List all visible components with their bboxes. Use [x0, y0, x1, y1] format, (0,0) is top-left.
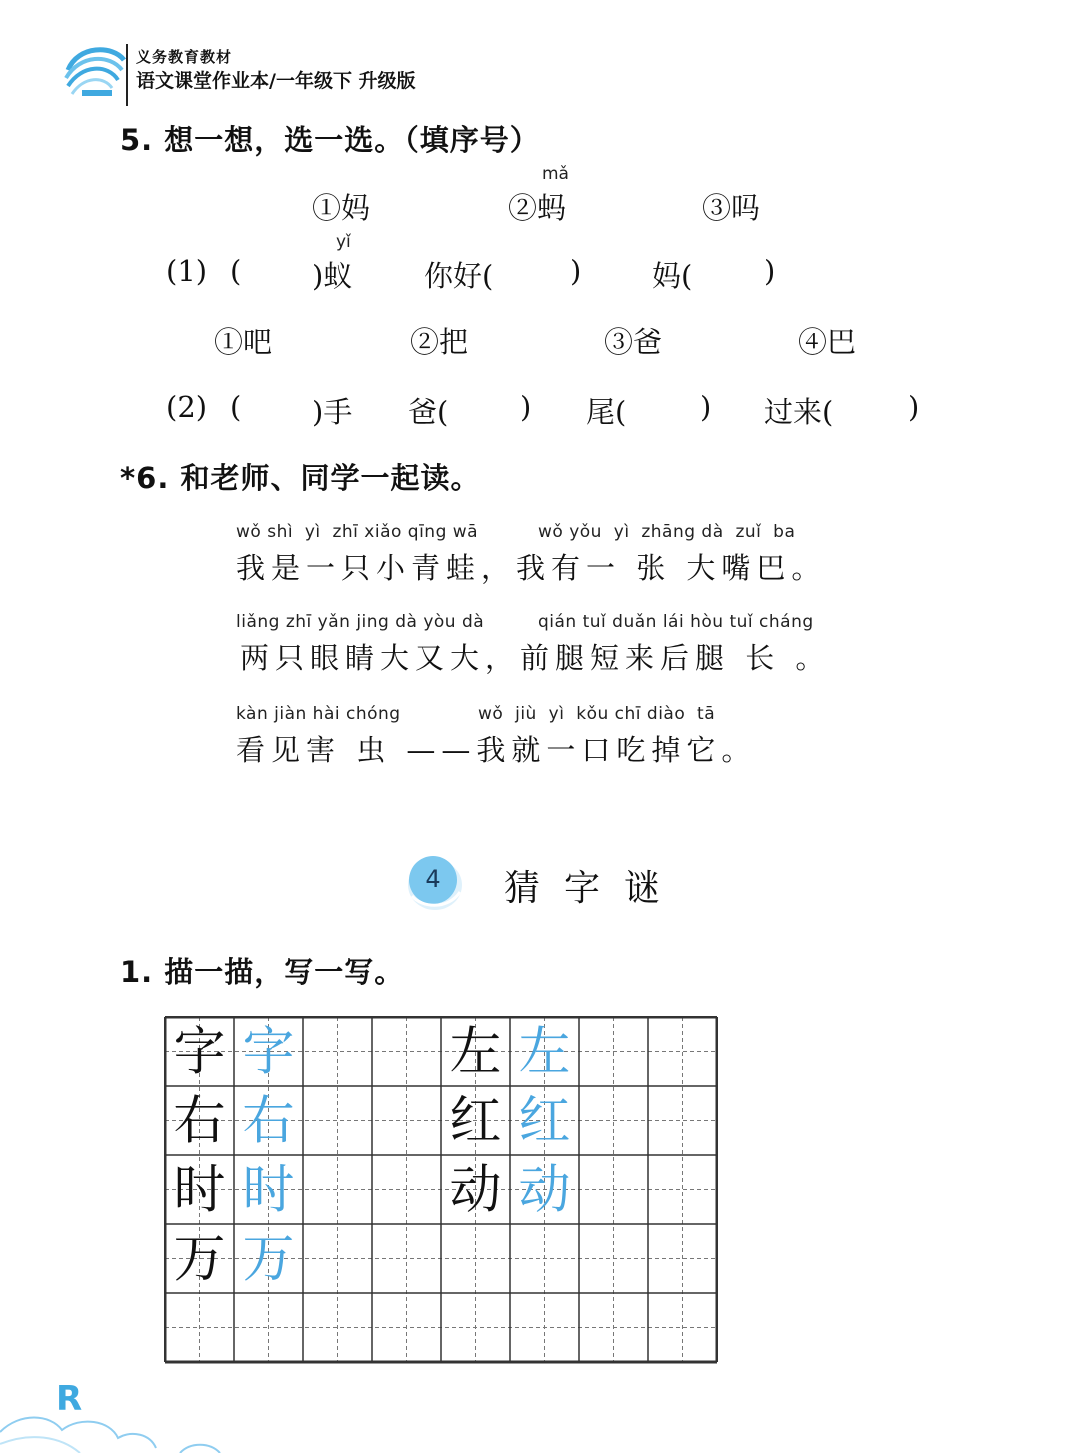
lesson-number: 4 [425, 865, 441, 893]
book-title: 语文课堂作业本/一年级下 升级版 [136, 70, 416, 92]
series-label: 义务教育教材 [136, 48, 233, 66]
blank-suffix: )蚁 [312, 259, 353, 293]
trace-character: 右 [242, 1091, 295, 1152]
trace-character: 左 [518, 1022, 571, 1083]
model-character: 右 [173, 1091, 226, 1152]
blank-prefix: 你好( [424, 259, 494, 293]
q6-heading: *6. 和老师、同学一起读。 [120, 461, 481, 495]
model-character: 红 [449, 1091, 502, 1152]
q5-part2-label: (2) [166, 390, 208, 424]
model-character: 万 [173, 1229, 226, 1290]
lesson-number-badge [404, 852, 464, 912]
poem-pinyin: wǒ shì yì zhī xiǎo qīng wā [236, 522, 479, 542]
poem-line: 我是一只小青蛙，我有一 张 大嘴巴。 [236, 551, 827, 585]
option-1: ①吧 [214, 325, 273, 359]
blank-suffix: ) [764, 254, 776, 288]
blank-prefix: 尾( [586, 395, 627, 429]
poem-pinyin: wǒ yǒu yì zhāng dà zuǐ ba [538, 522, 796, 542]
model-character: 字 [173, 1022, 226, 1083]
blank-prefix: 爸( [408, 395, 449, 429]
blank-prefix: ( [230, 254, 242, 288]
q1-heading: 1. 描一描，写一写。 [120, 955, 405, 989]
option-2: ②把 [410, 325, 469, 359]
blank-suffix: ) [700, 390, 712, 424]
trace-character: 时 [242, 1160, 295, 1221]
model-character: 时 [173, 1160, 226, 1221]
blank-suffix: ) [570, 254, 582, 288]
poem-pinyin: qián tuǐ duǎn lái hòu tuǐ cháng [538, 612, 814, 632]
poem-line: 看见害 虫 ——我就一口吃掉它。 [236, 733, 757, 767]
option-4: ④巴 [798, 325, 857, 359]
publisher-logo-icon [58, 40, 130, 102]
option-2: ②蚂 [508, 191, 567, 225]
item-pinyin: yǐ [336, 232, 351, 252]
poem-pinyin: kàn jiàn hài chóng [236, 704, 401, 724]
option-3: ③爸 [604, 325, 663, 359]
blank-suffix: ) [908, 390, 920, 424]
trace-character: 万 [242, 1229, 295, 1290]
reading-r-icon: R [56, 1379, 83, 1419]
q5-heading: 5. 想一想，选一选。（填序号） [120, 123, 540, 157]
writing-grid[interactable] [164, 1016, 718, 1364]
blank-prefix: 妈( [652, 259, 693, 293]
footer-cloud-decoration [0, 1372, 260, 1453]
header-divider [126, 44, 128, 106]
blank-prefix: ( [230, 390, 242, 424]
trace-character: 字 [242, 1022, 295, 1083]
trace-character: 红 [518, 1091, 571, 1152]
q5-part1-label: (1) [166, 254, 208, 288]
poem-pinyin: liǎng zhī yǎn jing dà yòu dà [236, 612, 485, 632]
option-pinyin-note: mǎ [542, 164, 569, 184]
poem-pinyin: wǒ jiù yì kǒu chī diào tā [478, 704, 716, 724]
poem-line: 两只眼睛大又大，前腿短来后腿 长 。 [240, 641, 831, 675]
model-character: 动 [449, 1160, 502, 1221]
blank-suffix: )手 [312, 395, 353, 429]
option-3: ③吗 [702, 191, 761, 225]
blank-prefix: 过来( [764, 395, 834, 429]
lesson-title: 猜字谜 [504, 868, 685, 909]
option-1: ①妈 [312, 191, 371, 225]
model-character: 左 [449, 1022, 502, 1083]
blank-suffix: ) [520, 390, 532, 424]
trace-character: 动 [518, 1160, 571, 1221]
